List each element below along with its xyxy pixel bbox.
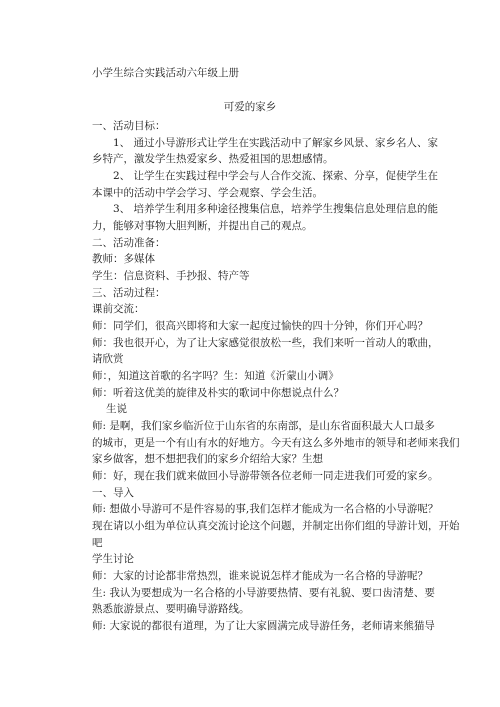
paragraph-line: 师：听着这优美的旋律及朴实的歌词中你想说点什么？ [92, 387, 344, 399]
section-heading: 一、导入 [92, 487, 134, 499]
section-heading: 一、活动目标： [92, 120, 166, 132]
document-title: 可爱的家乡 [223, 101, 277, 113]
paragraph-line: 2、 让学生在实践过程中学会与人合作交流、探索、分享，促使学生在 [113, 170, 439, 182]
paragraph-line: 力，能够对事物大胆判断，并提出自己的观点。 [92, 220, 313, 232]
paragraph-line: 师：大家的讨论都非常热烈，谁来说说怎样才能成为一名合格的导游呢？ [92, 570, 428, 582]
section-heading: 二、活动准备： [92, 237, 166, 249]
paragraph-line: 熟悉旅游景点、要明确导游路线。 [92, 603, 250, 615]
paragraph-line: 吧 [92, 537, 103, 549]
paragraph-line: 1、 通过小导游形式让学生在实践活动中了解家乡风景、家乡名人、家 [113, 137, 439, 149]
paragraph-line: 师: 大家说的都很有道理，为了让大家圆满完成导游任务，老师请来熊猫导 [92, 620, 435, 632]
paragraph-line: 师: 是啊，我们家乡临沂位于山东省的东南部，是山东省面积最大人口最多 [92, 420, 435, 432]
paragraph-line: 请欣赏 [92, 353, 124, 365]
paragraph-line: 3、 培养学生利用多种途径搜集信息，培养学生搜集信息处理信息的能 [113, 203, 439, 215]
paragraph-line: 课前交流： [92, 303, 145, 315]
paragraph-line: 生: 我认为要想成为一名合格的小导游要热情、要有礼貌、要口齿清楚、要 [92, 587, 435, 599]
section-heading: 三、活动过程： [92, 287, 166, 299]
paragraph-line: 师：我也很开心，为了让大家感觉很放松一些，我们来听一首动人的歌曲， [92, 337, 439, 349]
paragraph-line: 师：，知道这首歌的名字吗？生：知道《沂蒙山小调》 [92, 370, 339, 382]
paragraph-line: 家乡做客，想不想把我们的家乡介绍给大家？生想 [92, 453, 323, 465]
paragraph-line: 生说 [106, 403, 127, 415]
paragraph-line: 本课中的活动中学会学习、学会观察、学会生活。 [92, 187, 323, 199]
paragraph-line: 师：好，现在我们就来做回小导游带领各位老师一同走进我们可爱的家乡。 [92, 470, 439, 482]
paragraph-line: 乡特产，激发学生热爱家乡、热爱祖国的思想感情。 [92, 153, 334, 165]
document-header: 小学生综合实践活动六年级上册 [92, 67, 239, 79]
paragraph-line: 学生讨论 [92, 553, 134, 565]
paragraph-line: 现在请以小组为单位认真交流讨论这个问题，并制定出你们组的导游计划，开始 [92, 520, 460, 532]
paragraph-line: 师: 想做小导游可不是件容易的事,我们怎样才能成为一名合格的小导游呢？ [92, 503, 439, 515]
paragraph-line: 教师：多媒体 [92, 253, 155, 265]
paragraph-line: 学生：信息资料、手抄报、特产等 [92, 270, 250, 282]
paragraph-line: 的城市，更是一个有山有水的好地方。今天有这么多外地市的领导和老师来我们 [92, 437, 460, 449]
paragraph-line: 师：同学们，很高兴即将和大家一起度过愉快的四十分钟，你们开心吗？ [92, 320, 428, 332]
